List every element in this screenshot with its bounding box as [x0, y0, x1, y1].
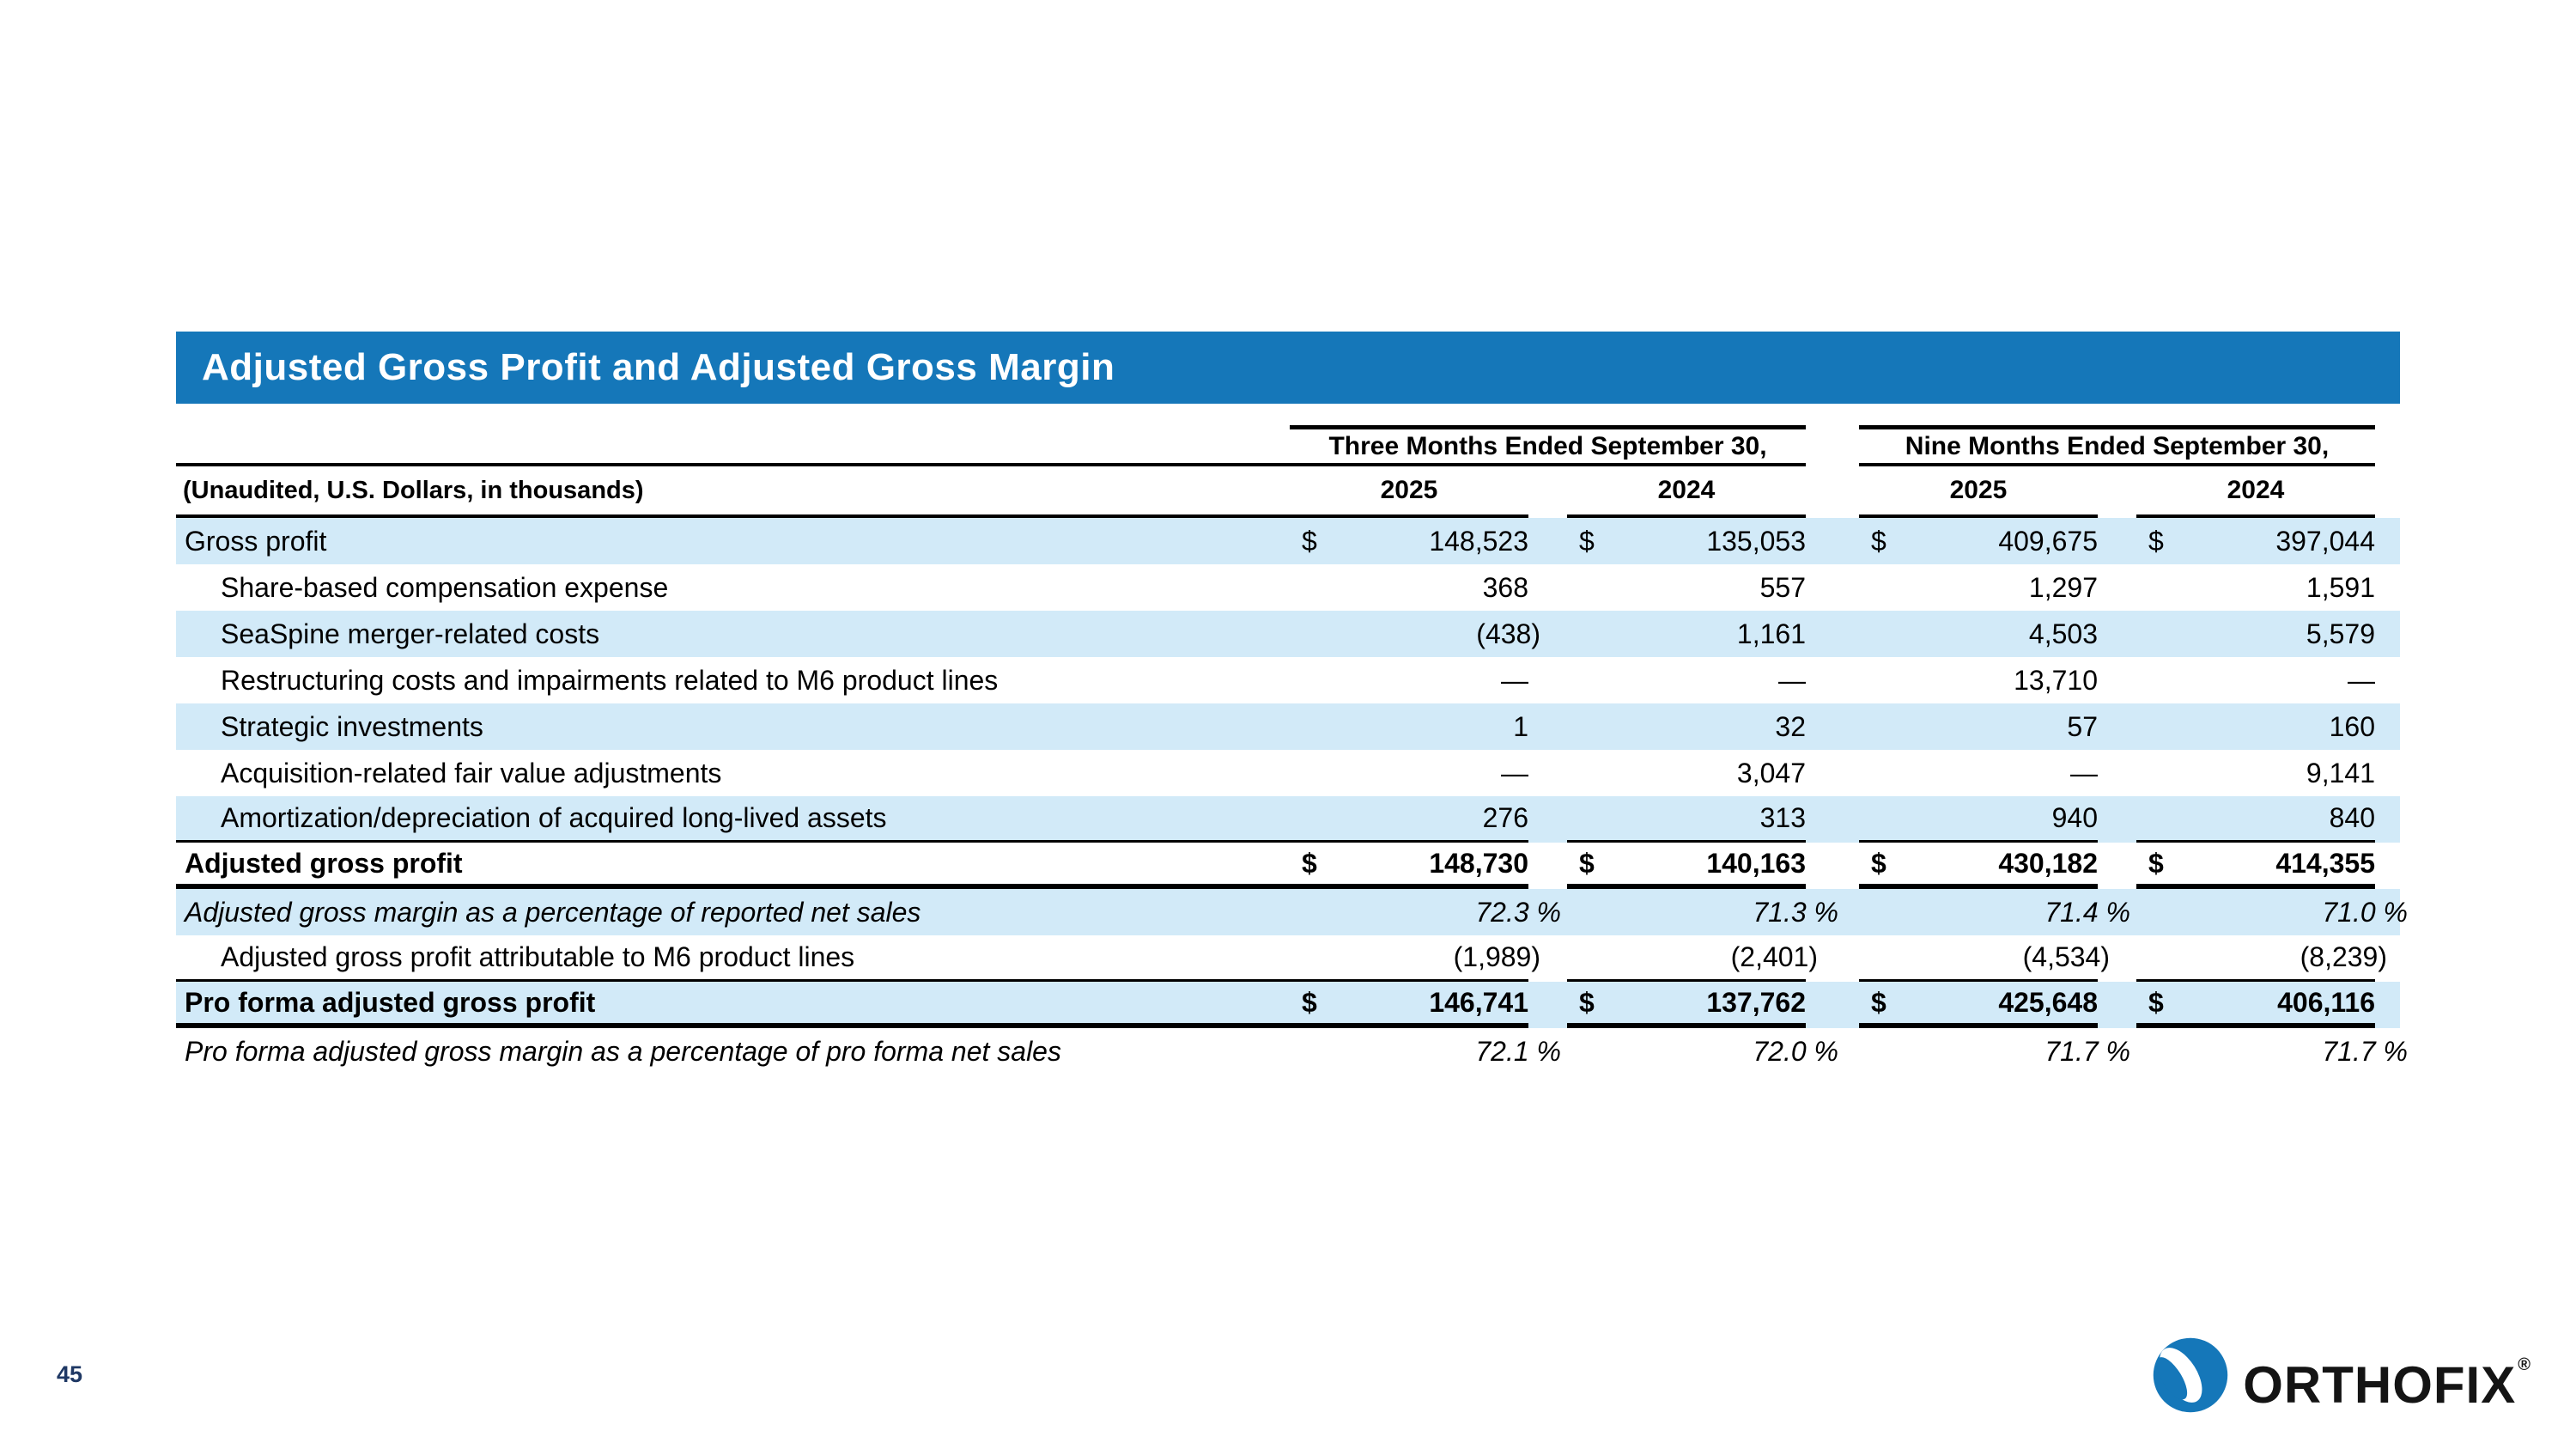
cell-value: 71.4 %: [2044, 896, 2130, 928]
table-row: [176, 889, 2408, 935]
value-cell: [2136, 657, 2375, 703]
value-cell: [1859, 518, 2098, 564]
cell-value: 397,044: [2275, 525, 2375, 557]
column-group-nine-months: Nine Months Ended September 30,: [1859, 425, 2375, 466]
value-cell: [1290, 1028, 1561, 1075]
cell-value: (8,239): [2300, 941, 2387, 972]
orthofix-logo-text: [2243, 1324, 2531, 1426]
dollar-sign: $: [1871, 525, 1886, 557]
value-cell: [1290, 889, 1561, 935]
value-cell: [1859, 796, 2098, 843]
cell-value: 406,116: [2277, 986, 2375, 1018]
value-cell: [1290, 750, 1528, 796]
cell-value: 135,053: [1706, 525, 1806, 557]
value-cell: [1859, 1028, 2130, 1075]
year-header: 2025: [1859, 466, 2098, 518]
value-cell: [2136, 518, 2375, 564]
value-cell: [1290, 703, 1528, 750]
column-gap: [1528, 982, 1567, 1028]
column-gap: [2098, 1028, 2136, 1075]
cell-value: 840: [2329, 802, 2375, 833]
dollar-sign: $: [2148, 986, 2164, 1018]
column-gap: [1806, 1028, 1859, 1075]
value-cell: [2136, 889, 2408, 935]
table-row: [176, 1028, 2408, 1075]
page-number: 45: [57, 1361, 83, 1387]
dollar-sign: $: [1302, 986, 1317, 1018]
value-cell: [1859, 703, 2098, 750]
table-row: [176, 657, 2400, 703]
table-row: [176, 935, 2400, 982]
column-gap: [1806, 750, 1859, 796]
cell-value: 940: [2051, 802, 2098, 833]
dollar-sign: $: [1871, 986, 1886, 1018]
row-label: Acquisition-related fair value adjustments: [221, 757, 722, 788]
value-cell: [2136, 703, 2375, 750]
cell-value: 71.7 %: [2322, 1035, 2408, 1067]
value-cell: [1290, 843, 1528, 889]
value-cell: [1567, 750, 1806, 796]
cell-value: 72.0 %: [1753, 1035, 1838, 1067]
value-cell: [1567, 518, 1806, 564]
column-gap: [1528, 889, 1567, 935]
year-header: 2025: [1290, 466, 1528, 518]
column-gap: [1806, 564, 1859, 611]
dollar-sign: $: [1302, 847, 1317, 879]
column-gap: [2098, 796, 2136, 843]
table-row-total: [176, 982, 2400, 1028]
cell-value: 3,047: [1736, 757, 1806, 788]
row-label: Strategic investments: [221, 710, 483, 742]
cell-value: 57: [2067, 710, 2098, 742]
year-header: 2024: [2136, 466, 2375, 518]
cell-value: 1,591: [2306, 571, 2375, 603]
cell-value: 276: [1482, 802, 1528, 833]
column-gap: [1528, 611, 1567, 657]
unaudited-note: (Unaudited, U.S. Dollars, in thousands): [176, 466, 1290, 518]
cell-value: 140,163: [1706, 847, 1806, 879]
column-gap: [1528, 796, 1567, 843]
value-cell: [2136, 843, 2375, 889]
table-row: [176, 518, 2400, 564]
cell-value: (2,401): [1730, 941, 1818, 972]
cell-value: (1,989): [1453, 941, 1540, 972]
column-gap: [1806, 611, 1859, 657]
column-gap: [2098, 982, 2136, 1028]
column-gap: [2098, 611, 2136, 657]
row-label: Pro forma adjusted gross profit: [176, 982, 1290, 1028]
cell-value: —: [1501, 757, 1528, 788]
cell-value: 557: [1759, 571, 1806, 603]
column-gap: [2098, 889, 2136, 935]
value-cell: [2136, 1028, 2408, 1075]
cell-value: 72.3 %: [1475, 896, 1561, 928]
value-cell: [1859, 982, 2098, 1028]
cell-value: 146,741: [1429, 986, 1528, 1018]
value-cell: [1859, 657, 2098, 703]
column-gap: [2098, 518, 2136, 564]
column-gap: [2098, 843, 2136, 889]
cell-value: 137,762: [1706, 986, 1806, 1018]
cell-value: —: [2070, 757, 2098, 788]
value-cell: [1859, 889, 2130, 935]
table-row: [176, 703, 2400, 750]
cell-value: —: [1778, 664, 1806, 696]
value-cell: [1567, 657, 1806, 703]
cell-value: 4,503: [2028, 618, 2098, 649]
dollar-sign: $: [1579, 525, 1595, 557]
year-header: 2024: [1567, 466, 1806, 518]
value-cell: [2136, 750, 2375, 796]
orthofix-logo-icon: [2150, 1335, 2231, 1416]
table-row-total: [176, 843, 2400, 889]
value-cell: [1859, 750, 2098, 796]
value-cell: [1567, 611, 1806, 657]
cell-value: 71.0 %: [2322, 896, 2408, 928]
cell-value: 430,182: [1998, 847, 2098, 879]
row-label: Share-based compensation expense: [221, 571, 669, 603]
column-gap: [1806, 796, 1859, 843]
value-cell: [1567, 982, 1806, 1028]
value-cell: [1290, 611, 1540, 657]
header-label-spacer: [176, 425, 1290, 466]
row-label: SeaSpine merger-related costs: [221, 618, 600, 649]
value-cell: [1290, 796, 1528, 843]
dollar-sign: $: [1302, 525, 1317, 557]
cell-value: 368: [1482, 571, 1528, 603]
column-gap: [2098, 657, 2136, 703]
column-gap: [2098, 750, 2136, 796]
column-gap: [2098, 935, 2136, 982]
value-cell: [2136, 796, 2375, 843]
dollar-sign: $: [2148, 847, 2164, 879]
dollar-sign: $: [1579, 847, 1595, 879]
value-cell: [1290, 935, 1540, 982]
value-cell: [1290, 657, 1528, 703]
cell-value: (438): [1476, 618, 1540, 649]
cell-value: 313: [1759, 802, 1806, 833]
cell-value: —: [1501, 664, 1528, 696]
cell-value: (4,534): [2022, 941, 2110, 972]
cell-value: 5,579: [2306, 618, 2375, 649]
table-header-years: [176, 466, 2400, 518]
row-label: Adjusted gross profit attributable to M6 product lines: [176, 935, 1290, 982]
row-label: Amortization/depreciation of acquired long-lived assets: [176, 796, 1290, 843]
cell-value: 71.3 %: [1753, 896, 1838, 928]
value-cell: [1290, 982, 1528, 1028]
cell-value: 414,355: [2275, 847, 2375, 879]
value-cell: [2136, 564, 2375, 611]
column-gap: [1806, 935, 1859, 982]
value-cell: [1859, 935, 2110, 982]
orthofix-logo: [2150, 1324, 2531, 1426]
logo-wordmark: ORTHOFIX: [2243, 1356, 2517, 1414]
page-title: Adjusted Gross Profit and Adjusted Gross Margin: [202, 346, 1115, 388]
value-cell: [1567, 935, 1818, 982]
value-cell: [1859, 564, 2098, 611]
dollar-sign: $: [1579, 986, 1595, 1018]
column-gap: [1528, 657, 1567, 703]
cell-value: 409,675: [1998, 525, 2098, 557]
row-label: Pro forma adjusted gross margin as a percentage of pro forma net sales: [185, 1035, 1061, 1067]
cell-value: 148,730: [1429, 847, 1528, 879]
table-row: [176, 564, 2400, 611]
row-label: Gross profit: [185, 525, 327, 557]
value-cell: [1567, 564, 1806, 611]
column-gap: [1806, 843, 1859, 889]
value-cell: [2136, 982, 2375, 1028]
column-gap: [1528, 703, 1567, 750]
value-cell: [1290, 518, 1528, 564]
value-cell: [1567, 889, 1838, 935]
table-row: [176, 611, 2400, 657]
column-gap: [1528, 843, 1567, 889]
cell-value: —: [2348, 664, 2375, 696]
column-gap: [1528, 518, 1567, 564]
table-row: [176, 796, 2400, 843]
column-gap: [1528, 935, 1567, 982]
row-label: Adjusted gross profit: [176, 843, 1290, 889]
dollar-sign: $: [2148, 525, 2164, 557]
column-gap: [2098, 564, 2136, 611]
title-bar: [176, 332, 2400, 404]
column-group-three-months: Three Months Ended September 30,: [1290, 425, 1806, 466]
value-cell: [1859, 611, 2098, 657]
value-cell: [2136, 611, 2375, 657]
table-row: [176, 750, 2400, 796]
row-label: Restructuring costs and impairments related to M6 product lines: [221, 664, 999, 696]
dollar-sign: $: [1871, 847, 1886, 879]
value-cell: [1567, 703, 1806, 750]
column-gap: [1806, 518, 1859, 564]
cell-value: 148,523: [1429, 525, 1528, 557]
column-gap: [1806, 982, 1859, 1028]
column-gap: [1806, 889, 1859, 935]
column-gap: [2098, 703, 2136, 750]
cell-value: 9,141: [2306, 757, 2375, 788]
registered-trademark-icon: ®: [2518, 1355, 2531, 1374]
cell-value: 425,648: [1998, 986, 2098, 1018]
cell-value: 160: [2329, 710, 2375, 742]
adjusted-gross-profit-table: [176, 425, 2408, 1075]
column-gap: [1806, 703, 1859, 750]
value-cell: [1567, 1028, 1838, 1075]
cell-value: 1,297: [2028, 571, 2098, 603]
cell-value: 1,161: [1736, 618, 1806, 649]
value-cell: [1290, 564, 1528, 611]
cell-value: 13,710: [2014, 664, 2098, 696]
cell-value: 71.7 %: [2044, 1035, 2130, 1067]
cell-value: 1: [1513, 710, 1528, 742]
value-cell: [1567, 843, 1806, 889]
column-gap: [1528, 1028, 1567, 1075]
value-cell: [2136, 935, 2387, 982]
value-cell: [1567, 796, 1806, 843]
cell-value: 32: [1775, 710, 1806, 742]
column-gap: [1806, 657, 1859, 703]
table-header-groups: [176, 425, 2400, 466]
column-gap: [1528, 750, 1567, 796]
column-gap: [1528, 564, 1567, 611]
value-cell: [1859, 843, 2098, 889]
cell-value: 72.1 %: [1475, 1035, 1561, 1067]
row-label: Adjusted gross margin as a percentage of reported net sales: [185, 896, 921, 928]
